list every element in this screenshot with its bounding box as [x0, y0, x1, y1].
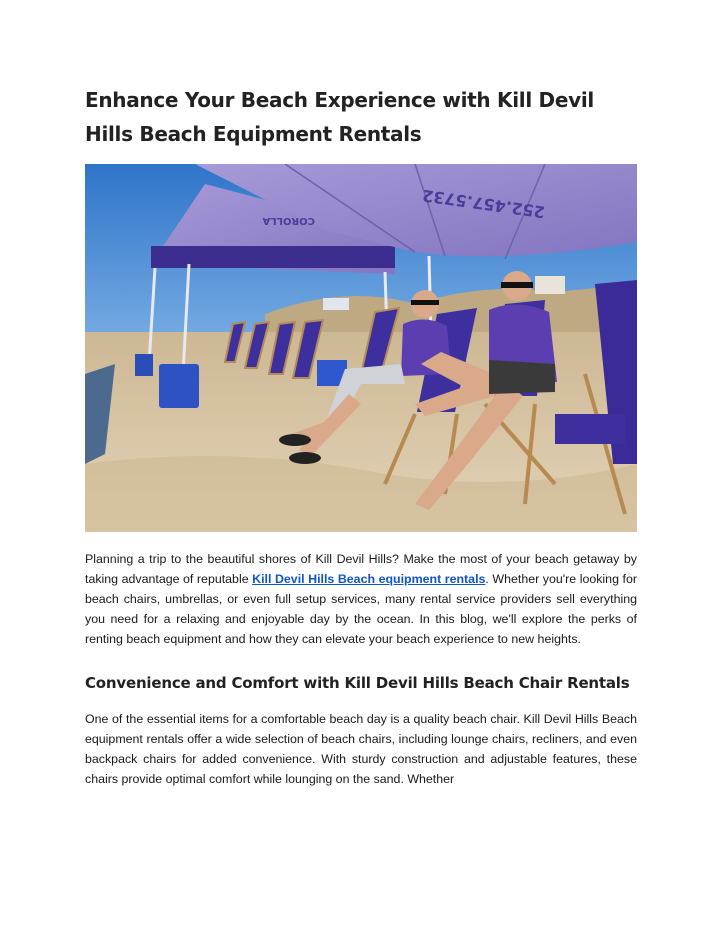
- intro-paragraph: [85, 549, 637, 649]
- tent-sign-phone: 252.457.5732: [421, 185, 547, 222]
- tent-sign-brand: COROLLA: [262, 215, 315, 226]
- page-title: Enhance Your Beach Experience with Kill Devil Hills Beach Equipment Rentals: [85, 88, 594, 146]
- equipment-rentals-link[interactable]: Kill Devil Hills Beach equipment rentals: [252, 572, 486, 586]
- beach-house: [535, 276, 565, 294]
- document-page: [85, 83, 637, 789]
- bucket: [159, 364, 199, 408]
- intro-text-after: . Whether you're looking for beach chairs, umbrellas, or even full setup services, many rental service providers sell everything you need for a relaxing and enjoyable day by the ocean. In this blog, we'll explore the perks of renting beach equipment and how they can elevate your beach experience to new heights.: [85, 572, 637, 646]
- beach-house: [323, 298, 349, 310]
- section-paragraph: One of the essential items for a comfortable beach day is a quality beach chair. Kill Devil Hills Beach equipment rentals offer a wide selection of beach chairs, including lounge chairs, recliners, and even backpack chairs for added convenience. With sturdy construction and adjustable features, these chairs provide optimal comfort while lounging on the sand. Whether: [85, 712, 637, 786]
- section-heading: Convenience and Comfort with Kill Devil Hills Beach Chair Rentals: [85, 674, 630, 692]
- hero-photo: [85, 164, 637, 532]
- bucket: [135, 354, 153, 376]
- beach-chairs-photo: [85, 164, 637, 532]
- intro-text-before: Planning a trip to the beautiful shores of Kill Devil Hills? Make the most of your beach getaway by taking advantage of reputable: [85, 552, 637, 586]
